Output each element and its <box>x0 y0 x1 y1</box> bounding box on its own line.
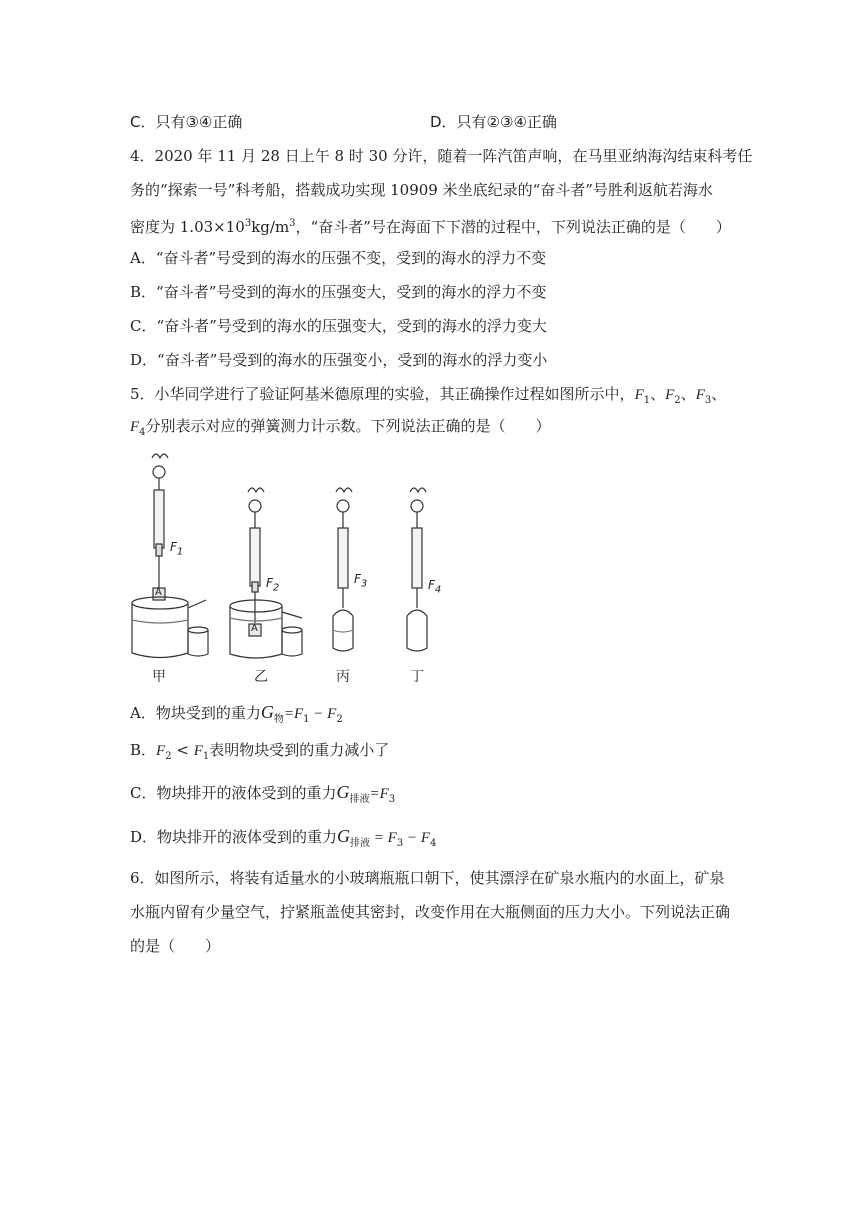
q4-stem-line2: 务的“探索一号”科考船，搭载成功实现 10909 米坐底纪录的“奋斗者”号胜利返航若海水 <box>130 181 713 199</box>
spring-label-f4: $F_4$ <box>428 578 442 596</box>
q5-option-c: C．物块排开的液体受到的重力$G_{排液}=F_3$ <box>130 782 396 805</box>
figure-label-yi: 乙 <box>254 669 268 685</box>
q4-option-b: B．“奋斗者”号受到的海水的压强变大，受到的海水的浮力不变 <box>130 283 547 301</box>
q5-option-b: B．$F_2 < F_1$表明物块受到的重力减小了 <box>130 741 390 762</box>
q6-stem-line2: 水瓶内留有少量空气，拧紧瓶盖使其密封，改变作用在大瓶侧面的压力大小。下列说法正确 <box>130 903 731 921</box>
q4-option-c: C．“奋斗者”号受到的海水的压强变大，受到的海水的浮力变大 <box>130 317 547 335</box>
block-label-jia: A <box>155 587 162 598</box>
setup-bing <box>333 488 353 651</box>
q3-option-c: C．只有③④正确 <box>130 113 243 131</box>
archimedes-experiment-figure <box>118 448 458 688</box>
q4-stem-line3: 密度为 $1.03\times 10^3kg/m^3$，“奋斗者”号在海面下下潜的过程中，下列说法正确的是（ ） <box>130 218 731 236</box>
figure-label-jia: 甲 <box>152 669 166 685</box>
setup-yi <box>230 488 302 658</box>
q4-option-a: A．“奋斗者”号受到的海水的压强不变，受到的海水的浮力不变 <box>130 249 547 267</box>
q6-stem-line3: 的是（ ） <box>130 937 221 955</box>
q5-option-d: D．物块排开的液体受到的重力$G_{排液} = F_3 - F_4$ <box>130 826 437 849</box>
spring-label-f1: $F_1$ <box>170 540 184 558</box>
q4-stem-line1: 4．2020 年 11 月 28 日上午 8 时 30 分许，随着一阵汽笛声响，在马里亚纳海沟结束科考任 <box>130 147 753 165</box>
q5-stem-line1: 5．小华同学进行了验证阿基米德原理的实验，其正确操作过程如图所示中，$F_1$、$F_2$、$F_3$、 <box>130 385 727 406</box>
q5-stem-line2: $F_4$分别表示对应的弹簧测力计示数。下列说法正确的是（ ） <box>130 417 551 438</box>
q6-stem-line1: 6．如图所示，将装有适量水的小玻璃瓶瓶口朝下，使其漂浮在矿泉水瓶内的水面上，矿泉 <box>130 869 725 887</box>
q5-option-a: A．物块受到的重力$G_物=F_1 - F_2$ <box>130 702 343 725</box>
setup-ding <box>407 488 427 651</box>
q3-option-d: D．只有②③④正确 <box>430 113 557 131</box>
spring-label-f3: $F_3$ <box>354 572 368 590</box>
figure-label-ding: 丁 <box>410 669 424 685</box>
figure-label-bing: 丙 <box>336 669 350 685</box>
q4-option-d: D．“奋斗者”号受到的海水的压强变小，受到的海水的浮力变小 <box>130 351 548 369</box>
spring-label-f2: $F_2$ <box>266 576 280 594</box>
block-label-yi: A <box>251 623 258 634</box>
